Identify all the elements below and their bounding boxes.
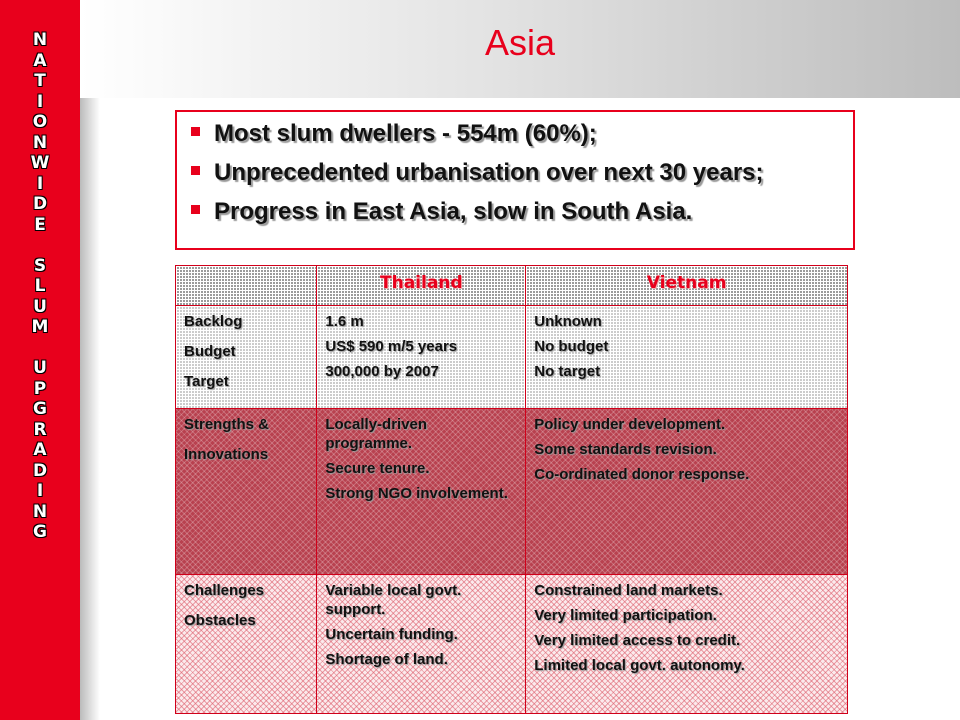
vertical-letter: I [36, 481, 44, 501]
cell-line: Limited local govt. autonomy. [534, 657, 745, 674]
row-label: Strengths & [184, 416, 270, 433]
row-label-cell [176, 575, 317, 714]
square-bullet-icon [191, 205, 200, 214]
vertical-letter: W [30, 153, 50, 173]
vertical-letter: I [36, 173, 44, 194]
cell-line: Strong NGO involvement. [325, 485, 508, 502]
vietnam-cell [526, 306, 848, 409]
bullet-box [175, 110, 855, 250]
bullet-item [191, 200, 853, 224]
cell-line: Co-ordinated donor response. [534, 466, 750, 483]
header-vietnam: Vietnam [646, 273, 727, 293]
bullet-text: Progress in East Asia, slow in South Asia. [214, 198, 693, 225]
vertical-letter: L [34, 276, 46, 296]
vertical-letter: I [36, 91, 44, 112]
table-header-row [176, 266, 848, 306]
comparison-table [175, 265, 848, 714]
cell-line: Secure tenure. [325, 460, 430, 477]
cell-line: Uncertain funding. [325, 626, 458, 643]
vertical-letter: D [32, 194, 48, 214]
vertical-letter: G [33, 522, 47, 542]
vertical-letter: N [32, 501, 48, 522]
row-label: Challenges [184, 582, 265, 599]
cell-line: No target [534, 363, 601, 380]
cell-line: Locally-driven programme. [325, 416, 428, 452]
cell-line: Some standards revision. [534, 441, 717, 458]
vertical-letter: D [32, 460, 48, 481]
header-cell-vietnam [526, 266, 848, 306]
cell-line: 1.6 m [325, 313, 364, 330]
vertical-letter: N [32, 30, 48, 50]
vietnam-cell [526, 575, 848, 714]
header-thailand: Thailand [380, 273, 463, 293]
cell-line: US$ 590 m/5 years [325, 338, 458, 355]
table-row-backlog [176, 306, 848, 409]
cell-line: Constrained land markets. [534, 582, 723, 599]
cell-line: Shortage of land. [325, 651, 448, 668]
row-label-cell [176, 409, 317, 575]
bullet-text: Most slum dwellers - 554m (60%); [214, 120, 597, 147]
vertical-letter: T [34, 71, 46, 91]
side-band [0, 0, 80, 720]
bullet-item [191, 161, 853, 185]
vertical-letter: E [34, 214, 46, 235]
row-label: Target [184, 373, 229, 390]
vertical-letter: A [33, 50, 47, 71]
cell-line: Very limited access to credit. [534, 632, 741, 649]
cell-line: Policy under development. [534, 416, 726, 433]
thailand-cell [317, 306, 526, 409]
square-bullet-icon [191, 127, 200, 136]
row-label: Backlog [184, 313, 243, 330]
row-label: Budget [184, 343, 236, 360]
cell-line: No budget [534, 338, 609, 355]
thailand-cell [317, 409, 526, 575]
cell-line: 300,000 by 2007 [325, 363, 439, 380]
bullet-list [177, 112, 853, 224]
vertical-letter: A [33, 440, 47, 460]
vertical-letter: O [32, 112, 48, 132]
vertical-letter: M [31, 317, 49, 337]
vertical-letter: R [33, 419, 47, 440]
vertical-letter: G [33, 399, 47, 419]
side-band-shadow [80, 0, 100, 720]
table-row-strengths [176, 409, 848, 575]
vertical-title [0, 30, 80, 543]
vertical-letter: U [33, 358, 47, 378]
table-row-challenges [176, 575, 848, 714]
bullet-text: Unprecedented urbanisation over next 30 years; [214, 159, 764, 186]
vertical-gap [0, 235, 80, 256]
cell-line: Unknown [534, 313, 602, 330]
cell-line: Variable local govt. support. [325, 582, 462, 618]
bullet-item [191, 122, 853, 146]
square-bullet-icon [191, 166, 200, 175]
header-cell-thailand [317, 266, 526, 306]
vietnam-cell [526, 409, 848, 575]
header-cell-empty [176, 266, 317, 306]
vertical-letter: P [33, 378, 47, 399]
row-label: Innovations [184, 446, 269, 463]
thailand-cell [317, 575, 526, 714]
vertical-letter: U [33, 296, 47, 317]
vertical-letter: N [32, 132, 48, 153]
vertical-letter: S [33, 255, 47, 276]
slide-title: Asia [484, 22, 556, 63]
vertical-gap [0, 338, 80, 359]
row-label-cell [176, 306, 317, 409]
row-label: Obstacles [184, 612, 256, 629]
cell-line: Very limited participation. [534, 607, 717, 624]
